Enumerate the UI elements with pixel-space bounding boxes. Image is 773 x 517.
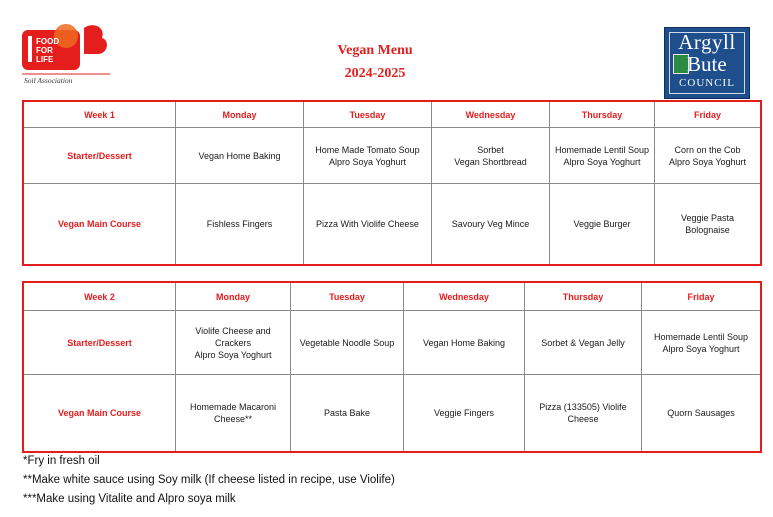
menu-cell: Vegan Home Baking [404,311,525,375]
day-header: Thursday [525,283,642,311]
menu-cell: Veggie Pasta Bolognaise [655,184,761,265]
argyll-bute-council-logo: Argyll Bute COUNCIL [664,27,750,99]
footnote: **Make white sauce using Soy milk (If cheese listed in recipe, use Violife) [23,474,395,486]
day-header: Wednesday [432,102,550,128]
footnotes [23,452,395,509]
svg-text:FOOD: FOOD [36,37,60,46]
menu-cell: Homemade Lentil Soup Alpro Soya Yoghurt [550,128,655,184]
row-label: Vegan Main Course [24,184,176,265]
menu-cell: Vegan Home Baking [176,128,304,184]
row-label: Starter/Dessert [24,128,176,184]
table-header-row [24,283,761,311]
week-label: Week 2 [24,283,176,311]
day-header: Friday [642,283,761,311]
day-header: Monday [176,283,291,311]
day-header: Wednesday [404,283,525,311]
week-label: Week 1 [24,102,176,128]
food-for-life-logo [22,24,112,86]
menu-cell: Veggie Fingers [404,375,525,452]
menu-cell: Corn on the Cob Alpro Soya Yoghurt [655,128,761,184]
footnote: *Fry in fresh oil [23,455,100,467]
week2-menu-table [23,282,761,452]
day-header: Friday [655,102,761,128]
table-row [24,184,761,265]
menu-cell: Vegetable Noodle Soup [291,311,404,375]
menu-cell: Home Made Tomato Soup Alpro Soya Yoghurt [304,128,432,184]
table-header-row [24,102,761,128]
row-label: Starter/Dessert [24,311,176,375]
week1-menu-table [23,101,761,265]
menu-cell: Sorbet & Vegan Jelly [525,311,642,375]
menu-title: Vegan Menu [337,43,413,58]
menu-cell: Homemade Lentil Soup Alpro Soya Yoghurt [642,311,761,375]
day-header: Tuesday [291,283,404,311]
menu-cell: Sorbet Vegan Shortbread [432,128,550,184]
menu-cell: Violife Cheese and Crackers Alpro Soya Yoghurt [176,311,291,375]
row-label: Vegan Main Course [24,375,176,452]
menu-cell: Savoury Veg Mince [432,184,550,265]
menu-cell: Pizza With Violife Cheese [304,184,432,265]
menu-cell: Fishless Fingers [176,184,304,265]
svg-text:FOR: FOR [36,46,53,55]
footnote: ***Make using Vitalite and Alpro soya milk [23,493,236,505]
day-header: Monday [176,102,304,128]
day-header: Thursday [550,102,655,128]
table-row [24,375,761,452]
day-header: Tuesday [304,102,432,128]
table-row [24,128,761,184]
menu-cell: Pizza (133505) Violife Cheese [525,375,642,452]
menu-cell: Veggie Burger [550,184,655,265]
svg-text:Soil Association: Soil Association [24,76,73,85]
menu-year: 2024-2025 [344,66,406,81]
table-row [24,311,761,375]
menu-cell: Pasta Bake [291,375,404,452]
menu-cell: Quorn Sausages [642,375,761,452]
menu-cell: Homemade Macaroni Cheese** [176,375,291,452]
svg-text:LIFE: LIFE [36,55,54,64]
